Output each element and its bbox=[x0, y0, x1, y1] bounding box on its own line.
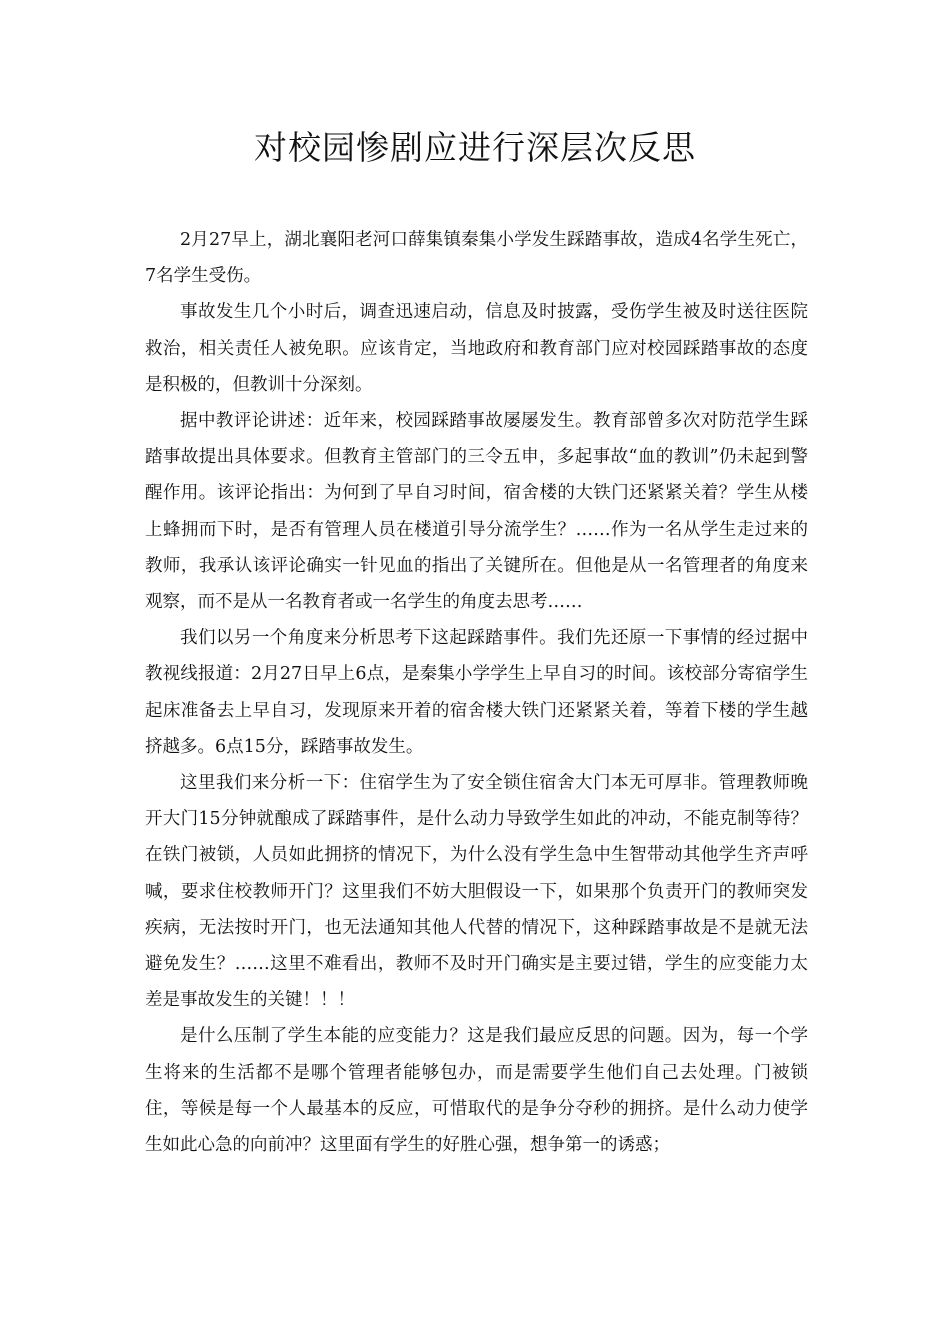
paragraph: 据中教评论讲述：近年来，校园踩踏事故屡屡发生。教育部曾多次对防范学生踩踏事故提出具体要求。但教育主管部门的三令五申，多起事故“血的教训”仍未起到警醒作用。该评论指出：为何到了早自习时间，宿舍楼的大铁门还紧紧关着？学生从楼上蜂拥而下时，是否有管理人员在楼道引导分流学生？……作为一名从学生走过来的教师，我承认该评论确实一针见血的指出了关键所在。但他是从一名管理者的角度来观察，而不是从一名教育者或一名学生的角度去思考…… bbox=[145, 411, 808, 613]
paragraph: 是什么压制了学生本能的应变能力？这是我们最应反思的问题。因为，每一个学生将来的生活都不是哪个管理者能够包办，而是需要学生他们自己去处理。门被锁住，等候是每一个人最基本的反应，可惜取代的是争分夺秒的拥挤。是什么动力使学生如此心急的向前冲？这里面有学生的好胜心强，想争第一的诱惑； bbox=[145, 1026, 808, 1156]
paragraph: 我们以另一个角度来分析思考下这起踩踏事件。我们先还原一下事情的经过据中教视线报道：2月27日早上6点，是秦集小学学生上早自习的时间。该校部分寄宿学生起床准备去上早自习，发现原来开着的宿舍楼大铁门还紧紧关着，等着下楼的学生越挤越多。6点15分，踩踏事故发生。 bbox=[145, 628, 808, 757]
paragraph: 事故发生几个小时后，调查迅速启动，信息及时披露，受伤学生被及时送往医院救治，相关责任人被免职。应该肯定，当地政府和教育部门应对校园踩踏事故的态度是积极的，但教训十分深刻。 bbox=[145, 302, 808, 395]
paragraph: 这里我们来分析一下：住宿学生为了安全锁住宿舍大门本无可厚非。管理教师晚开大门15分钟就酿成了踩踏事件，是什么动力导致学生如此的冲动，不能克制等待？在铁门被锁，人员如此拥挤的情况下，为什么没有学生急中生智带动其他学生齐声呼喊，要求住校教师开门？这里我们不妨大胆假设一下，如果那个负责开门的教师突发疾病，无法按时开门，也无法通知其他人代替的情况下，这种踩踏事故是不是就无法避免发生？……这里不难看出，教师不及时开门确实是主要过错，学生的应变能力太差是事故发生的关键！！！ bbox=[145, 773, 808, 1011]
paragraph: 2月27早上，湖北襄阳老河口薛集镇秦集小学发生踩踏事故，造成4名学生死亡，7名学生受伤。 bbox=[145, 230, 808, 287]
document-title: 对校园惨剧应进行深层次反思 bbox=[254, 128, 696, 167]
document-body bbox=[145, 222, 808, 1163]
